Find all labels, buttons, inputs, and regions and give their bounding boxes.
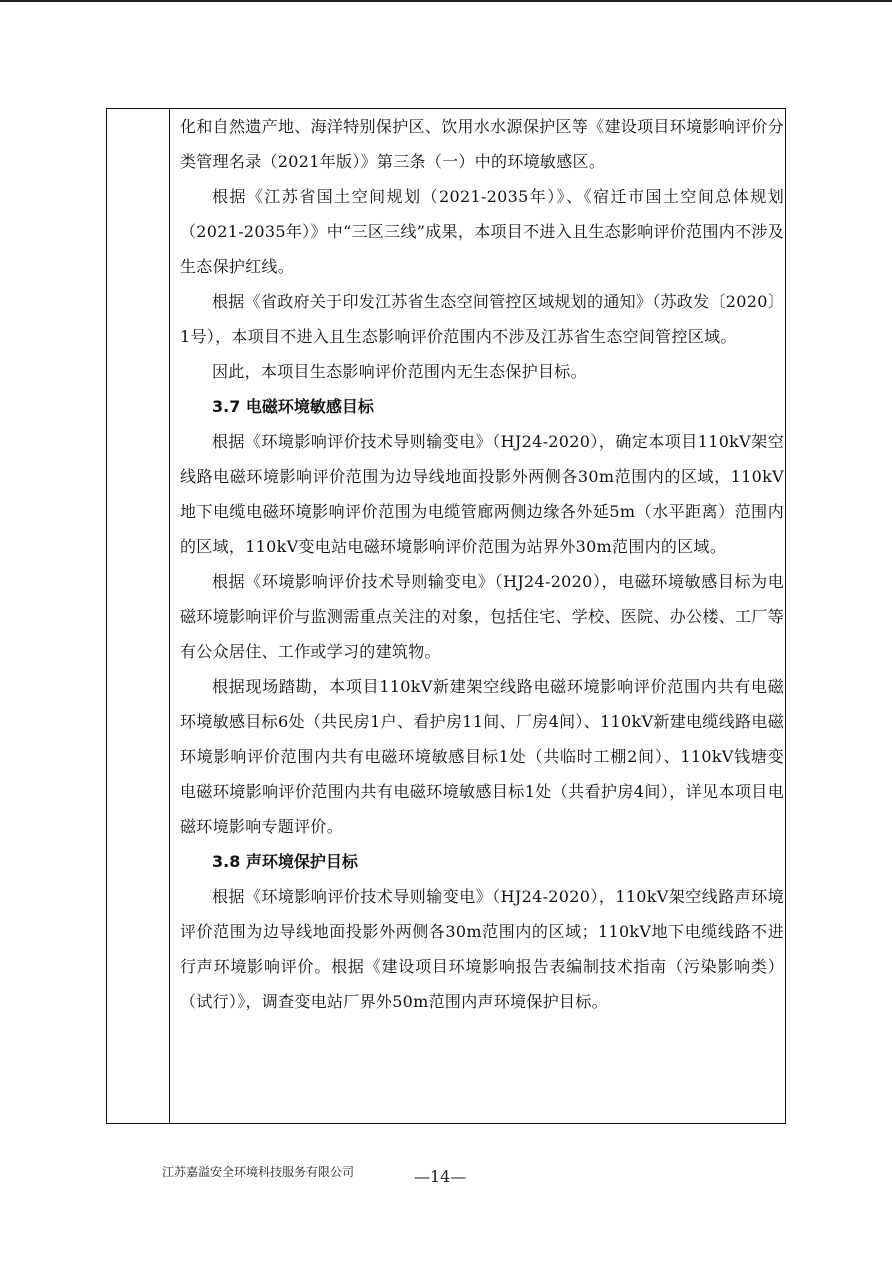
table-content-cell [180,109,784,1019]
paragraph-em-range: 根据《环境影响评价技术导则输变电》（HJ24-2020），确定本项目110kV架空线路电磁环境影响评价范围为边导线地面投影外两侧各30m范围内的区域，110kV地下电缆电磁环境影响评价范围为电缆管廊两侧边缘各外延5m（水平距离）范围内的区域，110kV变电站电磁环境影响评价范围为站界外30m范围内的区域。 [180,432,784,556]
paragraph-space-plan: 根据《江苏省国土空间规划（2021-2035年）》、《宿迁市国土空间总体规划（2021-2035年）》中“三区三线”成果，本项目不进入且生态影响评价范围内不涉及生态保护红线。 [180,187,784,276]
column-divider [169,109,170,1123]
footer-company-name: 江苏嘉溢安全环境科技服务有限公司 [162,1165,355,1179]
paragraph-control-zone: 根据《省政府关于印发江苏省生态空间管控区域规划的通知》（苏政发〔2020〕1号），本项目不进入且生态影响评价范围内不涉及江苏省生态空间管控区域。 [180,292,784,346]
paragraph-em-survey: 根据现场踏勘，本项目110kV新建架空线路电磁环境影响评价范围内共有电磁环境敏感目标6处（共民房1户、看护房11间、厂房4间）、110kV新建电缆线路电磁环境影响评价范围内共有电磁环境敏感目标1处（共临时工棚2间）、110kV钱塘变电磁环境影响评价范围内共有电磁环境敏感目标1处（共看护房4间），详见本项目电磁环境影响专题评价。 [180,677,784,836]
content-table [106,108,786,1124]
section-heading-3-7: 3.7 电磁环境敏感目标 [212,397,374,416]
section-heading-3-8: 3.8 声环境保护目标 [212,852,358,871]
paragraph-conclusion: 因此，本项目生态影响评价范围内无生态保护目标。 [212,362,587,381]
page-number: —14— [414,1167,467,1186]
paragraph-continued: 化和自然遗产地、海洋特别保护区、饮用水水源保护区等《建设项目环境影响评价分类管理名录（2021年版）》第三条（一）中的环境敏感区。 [180,117,784,171]
top-border-line [0,0,892,2]
paragraph-noise: 根据《环境影响评价技术导则输变电》（HJ24-2020），110kV架空线路声环境评价范围为边导线地面投影外两侧各30m范围内的区域；110kV地下电缆线路不进行声环境影响评价。根据《建设项目环境影响报告表编制技术指南（污染影响类）（试行）》，调查变电站厂界外50m范围内声环境保护目标。 [180,887,784,1011]
paragraph-em-targets-definition: 根据《环境影响评价技术导则输变电》（HJ24-2020），电磁环境敏感目标为电磁环境影响评价与监测需重点关注的对象，包括住宅、学校、医院、办公楼、工厂等有公众居住、工作或学习的建筑物。 [180,572,784,661]
